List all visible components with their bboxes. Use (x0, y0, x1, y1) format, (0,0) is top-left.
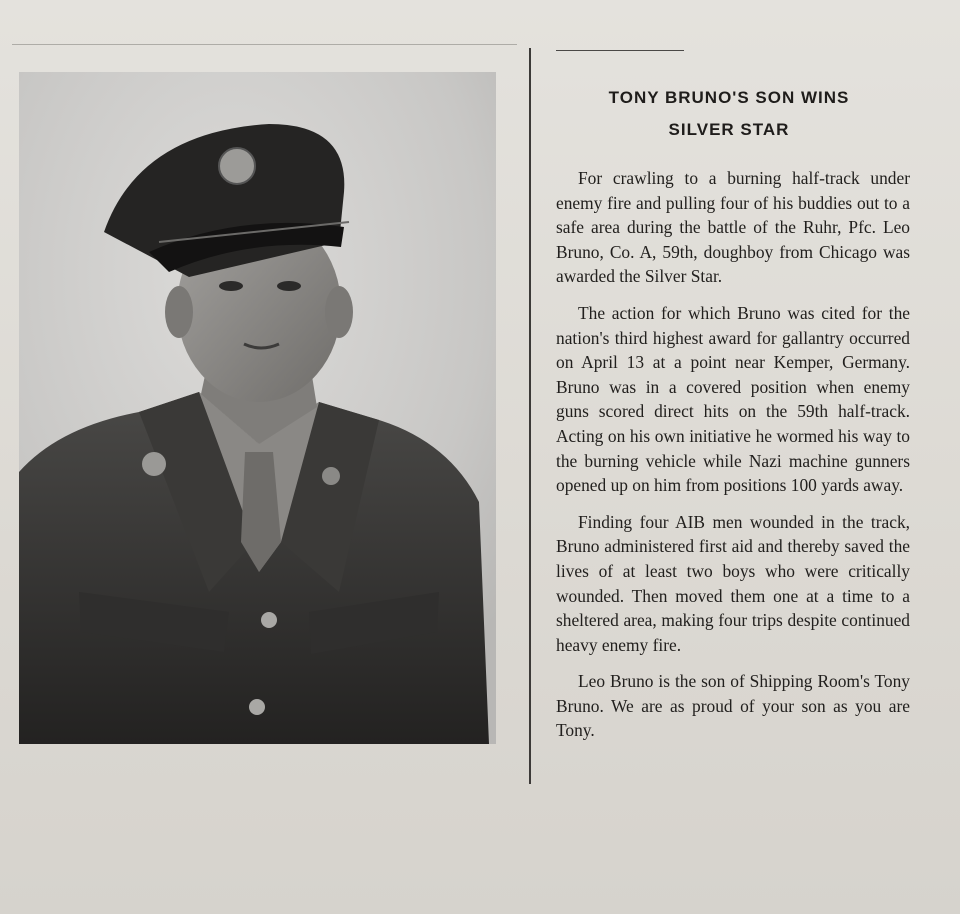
article-paragraph: For crawling to a burning half-track under enemy fire and pulling four of his buddies out to a safe area during the battle of the Ruhr, Pfc. Leo Bruno, Co. A, 59th, doughboy from Chicago was awarded the Silver Star. (556, 168, 910, 287)
article-paragraph: Finding four AIB men wounded in the track, Bruno administered first aid and thereby saved the lives of at least two boys who were critically wounded. Then moved them one at a time to a sheltered area, making four trips despite continued heavy enemy fire. (556, 511, 910, 655)
soldier-portrait-photo (19, 72, 496, 744)
top-rule-left (12, 44, 517, 45)
headline-line1: TONY BRUNO'S SON WINS (608, 88, 850, 107)
headline-line2: SILVER STAR (668, 120, 790, 139)
column-divider (529, 48, 531, 784)
top-rule-right (556, 50, 684, 51)
article-body (556, 166, 910, 755)
article-paragraph: The action for which Bruno was cited for the nation's third highest award for gallantry occurred on April 13 at a point near Kemper, Germany. Bruno was in a covered position when enemy guns scored direct hits on the 59th half-track. Acting on his own initiative he wormed his way to the burning vehicle while Nazi machine gunners opened up on him from positions 100 yards away. (556, 302, 910, 496)
soldier-portrait-icon (19, 72, 496, 744)
article-paragraph: Leo Bruno is the son of Shipping Room's Tony Bruno. We are as proud of your son as you are Tony. (556, 671, 910, 741)
